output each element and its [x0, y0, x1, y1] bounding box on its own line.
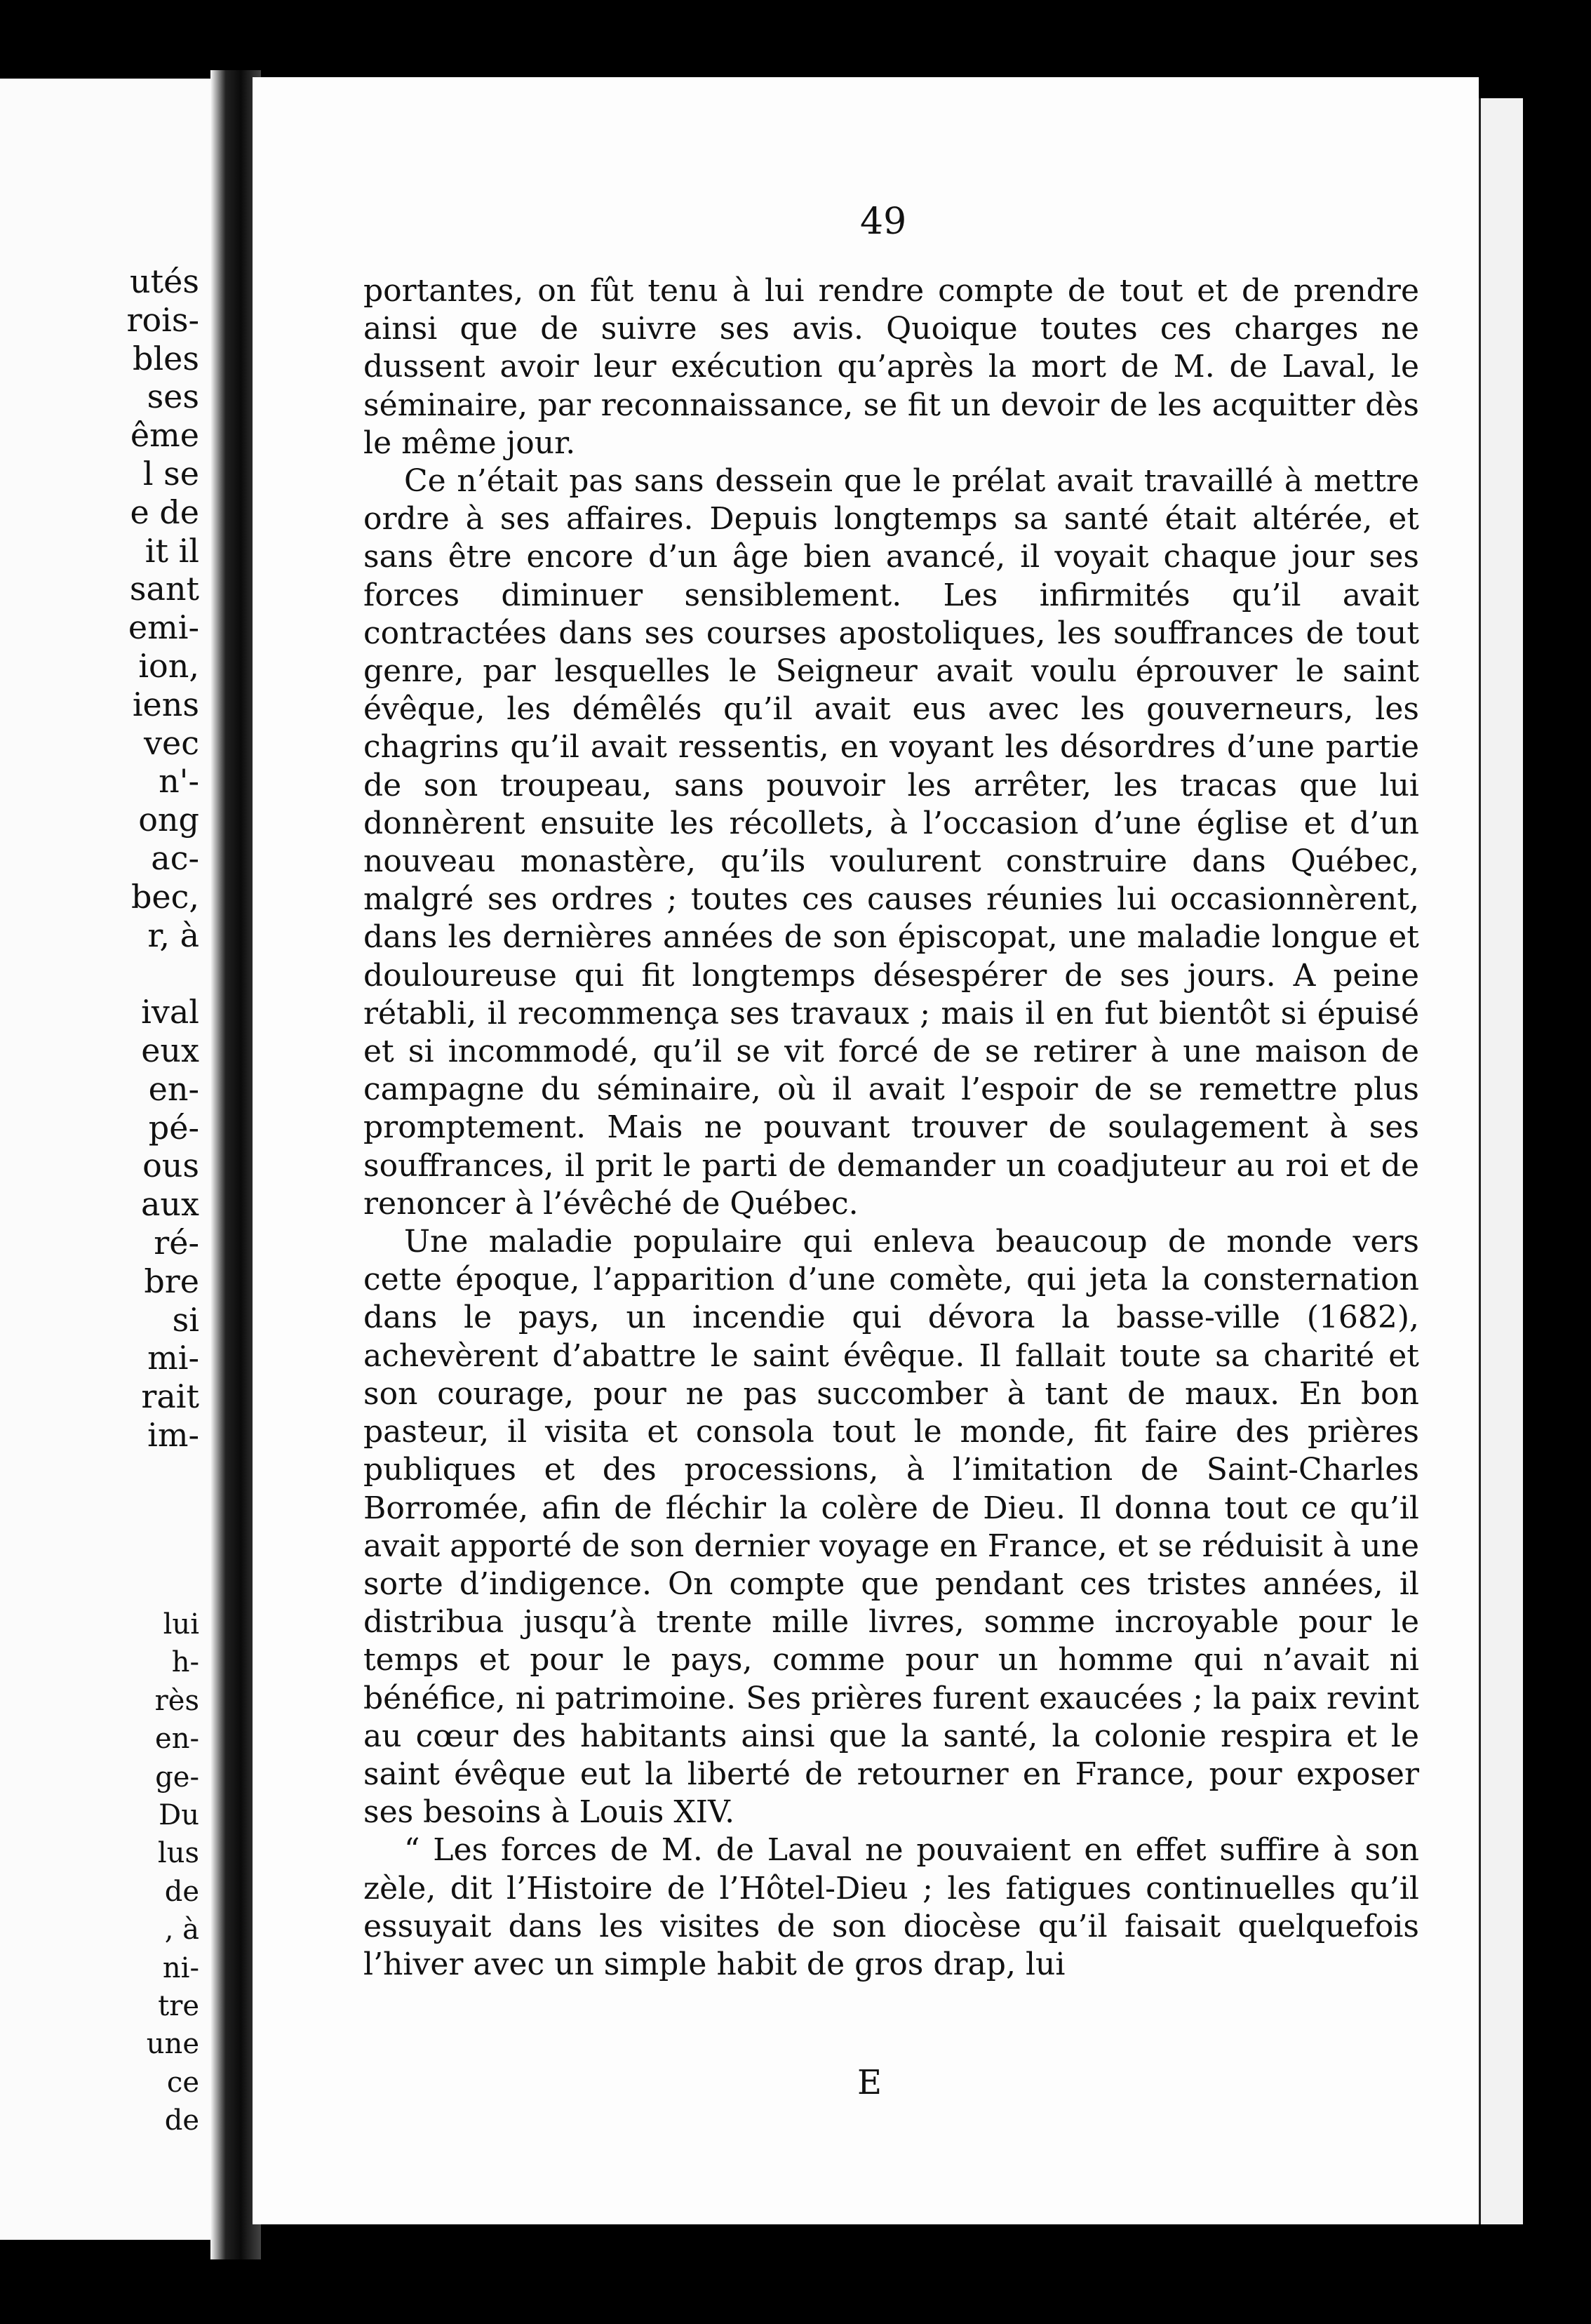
left-page-fragments-upper: utés rois- bles ses ême l se e de it il sant emi- ion, iens vec n'- ong ac- bec, r, à ival eux en- pé- ous aux ré- bre si mi- rait im- [126, 262, 199, 1454]
page-edge-shadow [1479, 98, 1523, 2224]
left-page-fragments-lower: lui h- rès en- ge- Du lus de , à ni- tre une ce de [146, 1608, 199, 2137]
signature-mark: E [857, 2063, 882, 2102]
paragraph-4: “ Les forces de M. de Laval ne pouvaient en effet suffire à son zèle, dit l’Histoire de l’Hôtel-Dieu ; les fatigues continuelles qu’il essuyait dans les visites de son diocèse qu’il faisait quelquefois l’hiver avec un simple habit de gros drap, lui [363, 1832, 1419, 1982]
paragraph-2: Ce n’était pas sans dessein que le prélat avait travaillé à mettre ordre à ses affaires. Depuis longtemps sa santé était altérée, et sans être encore d’un âge bien avancé, il voyait chaque jour ses forces diminuer sensiblement. Les infirmités qu’il avait contractées dans ses courses apostoliques, les souffrances de tout genre, par lesquelles le Seigneur avait voulu éprouver le saint évêque, les démêlés qu’il avait eus avec les gouverneurs, les chagrins qu’il avait ressentis, en voyant les désordres d’une partie de son troupeau, sans pouvoir les arrêter, les tracas que lui donnèrent ensuite les récollets, à l’occasion d’une église et d’un nouveau monastère, qu’ils voulurent construire dans Québec, malgré ses ordres ; toutes ces causes réunies lui occasionnèrent, dans les dernières années de son épiscopat, une maladie longue et douloureuse qui fit longtemps désespérer de ses jours. A peine rétabli, il recommença ses travaux ; mais il en fut bientôt si épuisé et si incommodé, qu’il se vit forcé de se retirer à une maison de campagne du séminaire, où il avait l’espoir de se remettre plus promptement. Mais ne pouvant trouver de soulagement à ses souffrances, il prit le parti de demander un coadjuteur au roi et de renoncer à l’évêché de Québec. [363, 463, 1419, 1222]
left-page-edge [0, 79, 231, 2240]
paragraph-1: portantes, on fût tenu à lui rendre compte de tout et de prendre ainsi que de suivre ses avis. Quoique toutes ces charges ne dussent avoir leur exécution qu’après la mort de M. de Laval, le séminaire, par reconnaissance, se fit un devoir de les acquitter dès le même jour. [363, 273, 1419, 461]
page-number: 49 [860, 201, 907, 243]
page-body-text [363, 272, 1419, 1984]
paragraph-3: Une maladie populaire qui enleva beaucoup de monde vers cette époque, l’apparition d’une comète, qui jeta la consternation dans le pays, un incendie qui dévora la basse-ville (1682), achevèrent d’abattre le saint évêque. Il fallait toute sa charité et son courage, pour ne pas succomber à tant de maux. En bon pasteur, il visita et consola tout le monde, fit faire des prières publiques et des processions, à l’imitation de Saint-Charles Borromée, afin de fléchir la colère de Dieu. Il donna tout ce qu’il avait apporté de son dernier voyage en France, et se réduisit à une sorte d’indigence. On compte que pendant ces tristes années, il distribua jusqu’à trente mille livres, somme incroyable pour le temps et pour le pays, comme pour un homme qui n’avait ni bénéfice, ni patrimoine. Ses prières furent exaucées ; la paix revint au cœur des habitants ainsi que la santé, la colonie respira et le saint évêque eut la liberté de retourner en France, pour exposer ses besoins à Louis XIV. [363, 1224, 1419, 1831]
